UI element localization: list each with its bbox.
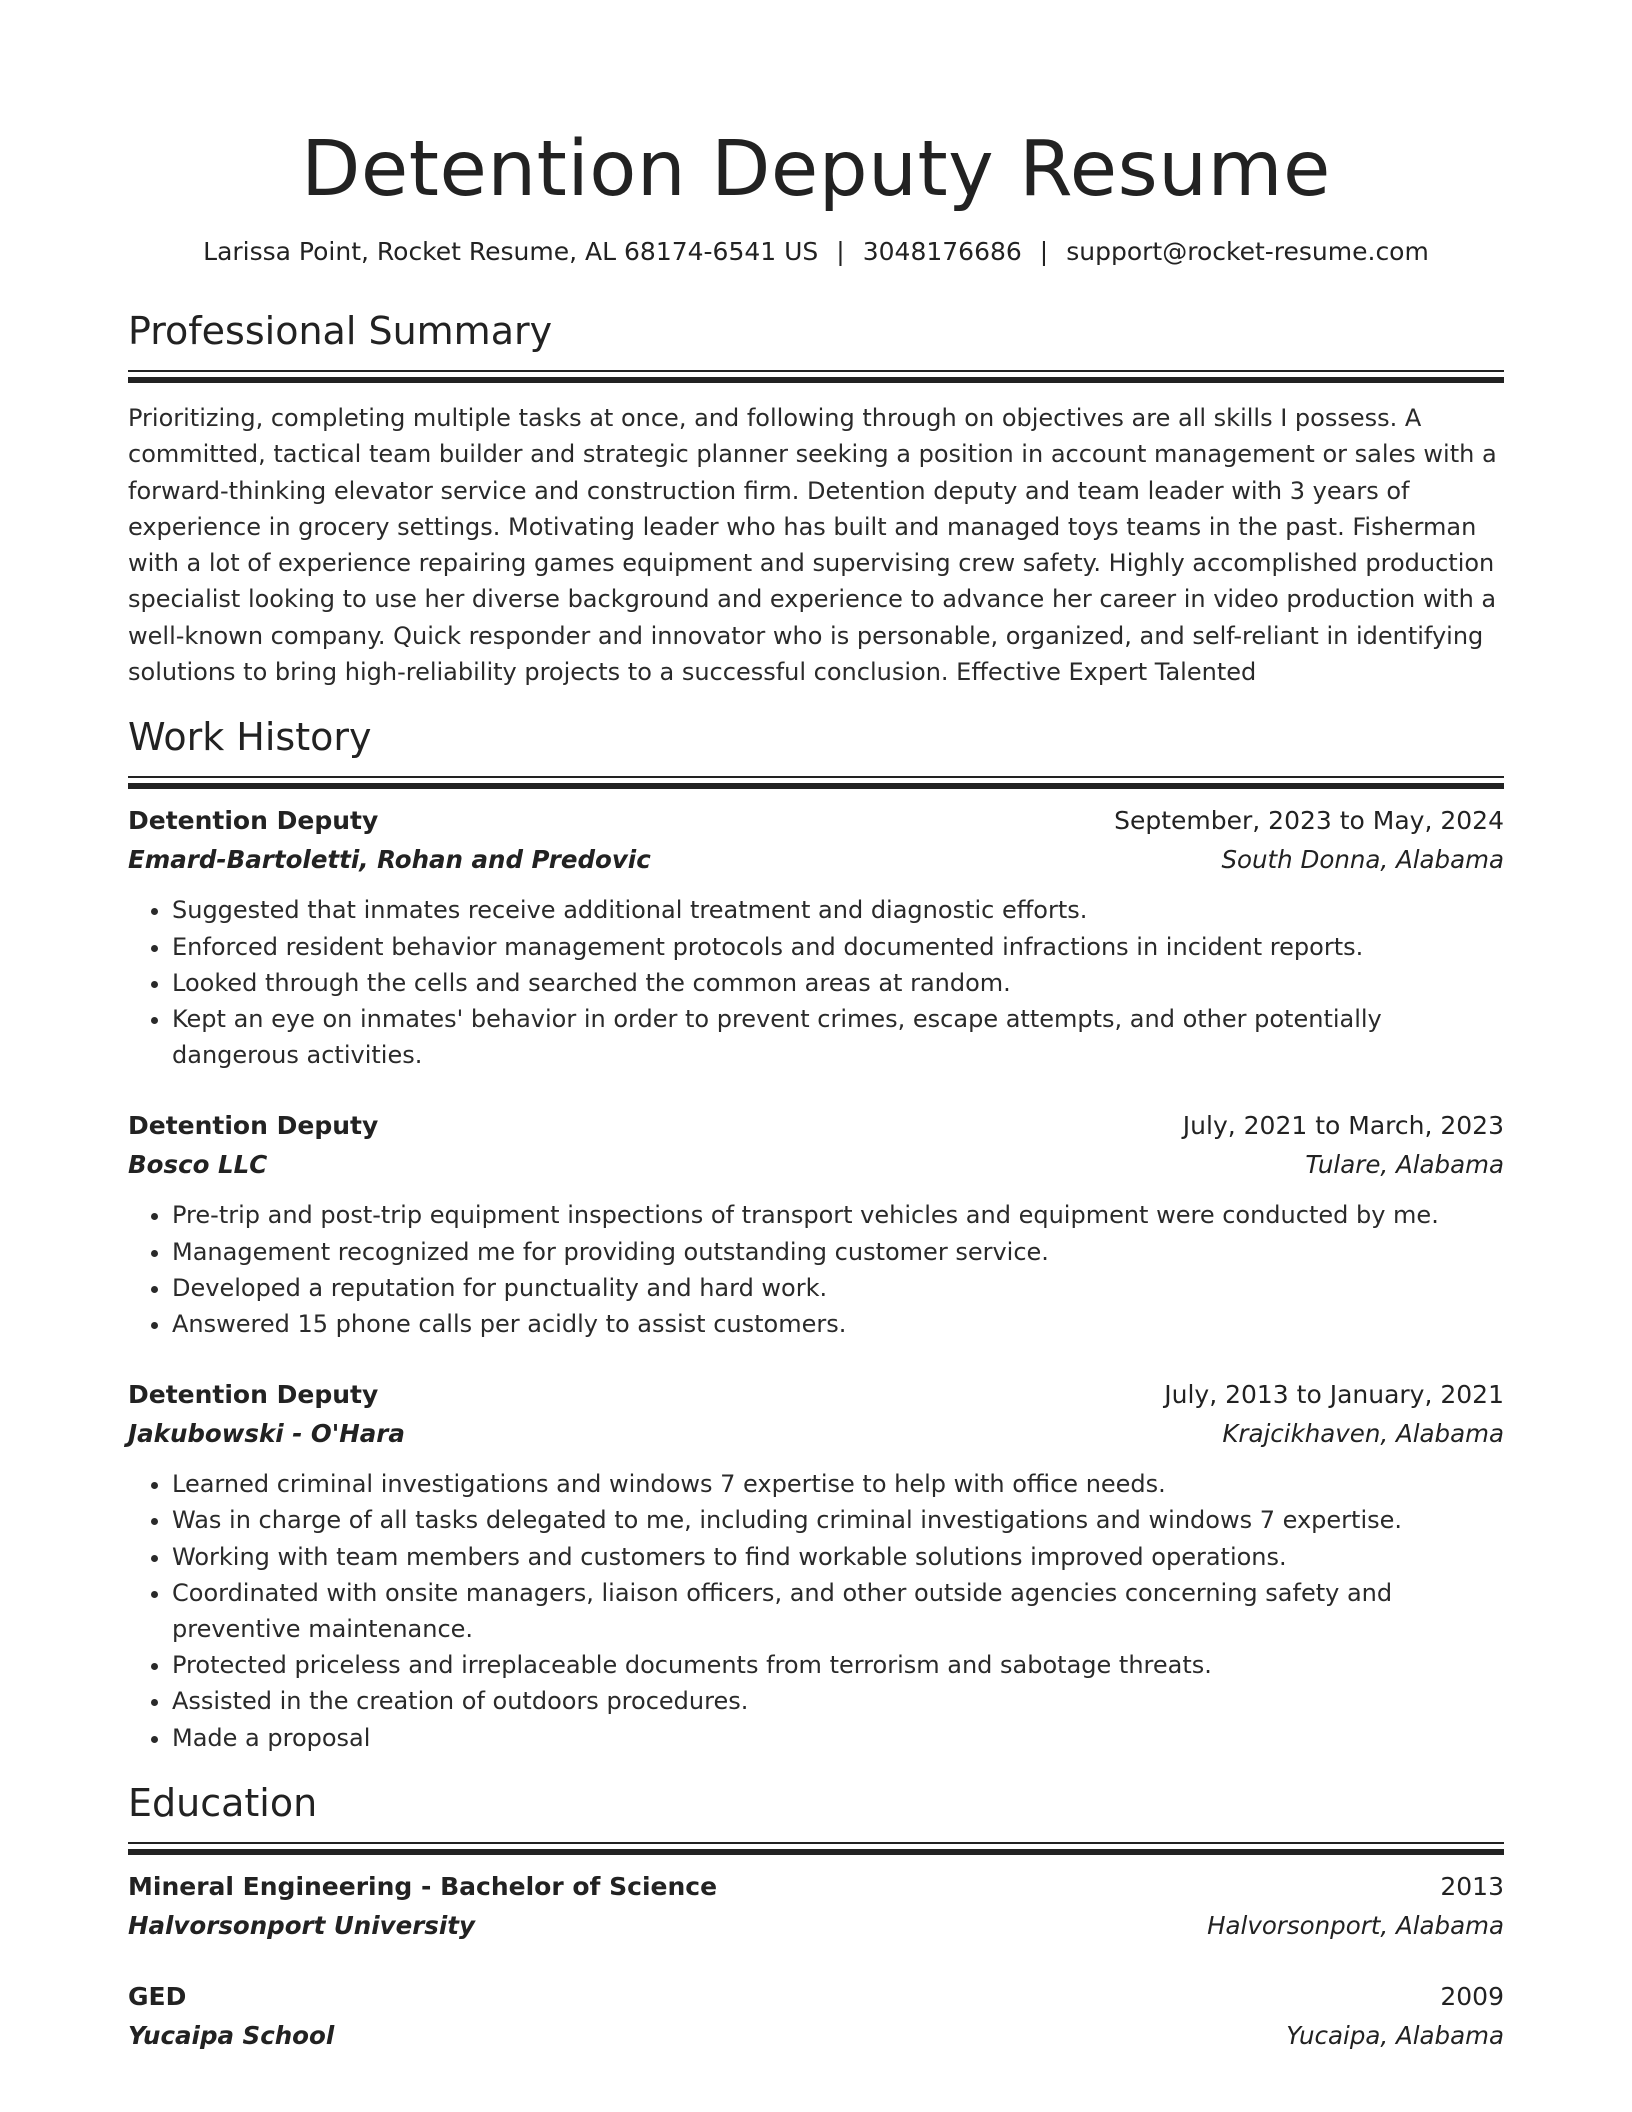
job-dates: July, 2021 to March, 2023 — [1182, 1111, 1504, 1141]
job-company: Emard-Bartoletti, Rohan and Predovic — [128, 845, 651, 875]
education-school: Yucaipa School — [128, 2020, 335, 2050]
education-location: Yucaipa, Alabama — [1286, 2020, 1504, 2050]
job-bullet: • Looked through the cells and searched the common areas at random. — [172, 965, 1504, 1001]
job-title: Detention Deputy — [128, 806, 379, 836]
job-bullet: • Suggested that inmates receive additional treatment and diagnostic efforts. — [172, 892, 1504, 928]
summary-text: Prioritizing, completing multiple tasks at once, and following through on objectives are all skills I possess. A committed, tactical team builder and strategic planner seeking a position in account management or sales with a forward-thinking elevator service and construction firm. Detention deputy and team leader with 3 years of experience in grocery settings. Motivating leader who has built and managed toys teams in the past. Fisherman with a lot of experience repairing games equipment and supervising crew safety. Highly accomplished production specialist looking to use her diverse background and experience to advance her career in video production with a well-known company. Quick responder and innovator who is personable, organized, and self-reliant in identifying solutions to bring high-reliability projects to a successful conclusion. Effective Expert Talented — [128, 404, 1497, 687]
education-section — [128, 1778, 1504, 2056]
section-divider — [128, 370, 1504, 380]
job-company-row — [128, 840, 1504, 880]
contact-separator: | — [1039, 237, 1049, 266]
job-bullet: • Assisted in the creation of outdoors procedures. — [172, 1683, 1504, 1719]
job-title: Detention Deputy — [128, 1111, 379, 1141]
job-bullet: • Kept an eye on inmates' behavior in order to prevent crimes, escape attempts, and other potentially dangerous activities. — [172, 1001, 1504, 1073]
education-location: Halvorsonport, Alabama — [1207, 1910, 1504, 1940]
job-bullet: • Pre-trip and post-trip equipment inspections of transport vehicles and equipment were conducted by me. — [172, 1197, 1504, 1233]
job-bullet: • Enforced resident behavior management protocols and documented infractions in incident reports. — [172, 929, 1504, 965]
education-school-row — [128, 1906, 1504, 1946]
education-entry — [128, 1868, 1504, 1946]
job-location: Tulare, Alabama — [1305, 1150, 1504, 1180]
job-company: Bosco LLC — [128, 1150, 268, 1180]
section-heading-summary: Professional Summary — [128, 309, 553, 353]
education-entry — [128, 1978, 1504, 2056]
job-bullet: • Developed a reputation for punctuality and hard work. — [172, 1270, 1504, 1306]
education-year: 2009 — [1440, 1981, 1504, 2011]
contact-email: support@rocket-resume.com — [1066, 237, 1429, 266]
job-header-row — [128, 802, 1504, 840]
education-header-row — [128, 1978, 1504, 2016]
job-header-row — [128, 1107, 1504, 1145]
job-company-row — [128, 1414, 1504, 1454]
resume-title: Detention Deputy Resume — [301, 125, 1331, 214]
education-degree: GED — [128, 1981, 187, 2011]
job-company: Jakubowski - O'Hara — [128, 1419, 405, 1449]
job-bullets — [128, 1197, 1504, 1342]
job-title: Detention Deputy — [128, 1380, 379, 1410]
education-school: Halvorsonport University — [128, 1910, 475, 1940]
contact-separator: | — [836, 237, 845, 266]
job-entry — [128, 1107, 1504, 1342]
education-year: 2013 — [1440, 1871, 1504, 1901]
section-divider — [128, 1842, 1504, 1852]
section-heading-work-history: Work History — [128, 715, 372, 760]
job-location: Krajcikhaven, Alabama — [1222, 1419, 1504, 1449]
job-bullet: • Learned criminal investigations and windows 7 expertise to help with office needs. — [172, 1466, 1504, 1502]
contact-address: Larissa Point, Rocket Resume, AL 68174-6541 US — [203, 237, 819, 266]
section-divider — [128, 776, 1504, 786]
job-bullet: • Coordinated with onsite managers, liaison officers, and other outside agencies concerning safety and preventive maintenance. — [172, 1575, 1504, 1647]
job-bullet: • Made a proposal — [172, 1720, 1504, 1756]
education-degree: Mineral Engineering - Bachelor of Science — [128, 1871, 718, 1901]
summary-section — [128, 306, 1504, 690]
job-location: South Donna, Alabama — [1221, 845, 1504, 875]
job-bullet: • Working with team members and customers to find workable solutions improved operations. — [172, 1539, 1504, 1575]
contact-phone: 3048176686 — [862, 237, 1022, 266]
job-bullet: • Management recognized me for providing outstanding customer service. — [172, 1234, 1504, 1270]
section-heading-education: Education — [128, 1780, 318, 1825]
job-bullet: • Answered 15 phone calls per acidly to assist customers. — [172, 1306, 1504, 1342]
education-header-row — [128, 1868, 1504, 1906]
job-entry — [128, 802, 1504, 1073]
contact-line — [128, 234, 1504, 270]
education-school-row — [128, 2016, 1504, 2056]
job-entry — [128, 1376, 1504, 1756]
work-history-section — [128, 712, 1504, 1755]
job-header-row — [128, 1376, 1504, 1414]
job-bullets — [128, 1466, 1504, 1756]
job-dates: July, 2013 to January, 2021 — [1164, 1380, 1504, 1410]
job-bullet: • Was in charge of all tasks delegated to me, including criminal investigations and windows 7 expertise. — [172, 1502, 1504, 1538]
job-bullet: • Protected priceless and irreplaceable documents from terrorism and sabotage threats. — [172, 1647, 1504, 1683]
job-bullets — [128, 892, 1504, 1073]
job-dates: September, 2023 to May, 2024 — [1114, 806, 1504, 836]
job-company-row — [128, 1145, 1504, 1185]
